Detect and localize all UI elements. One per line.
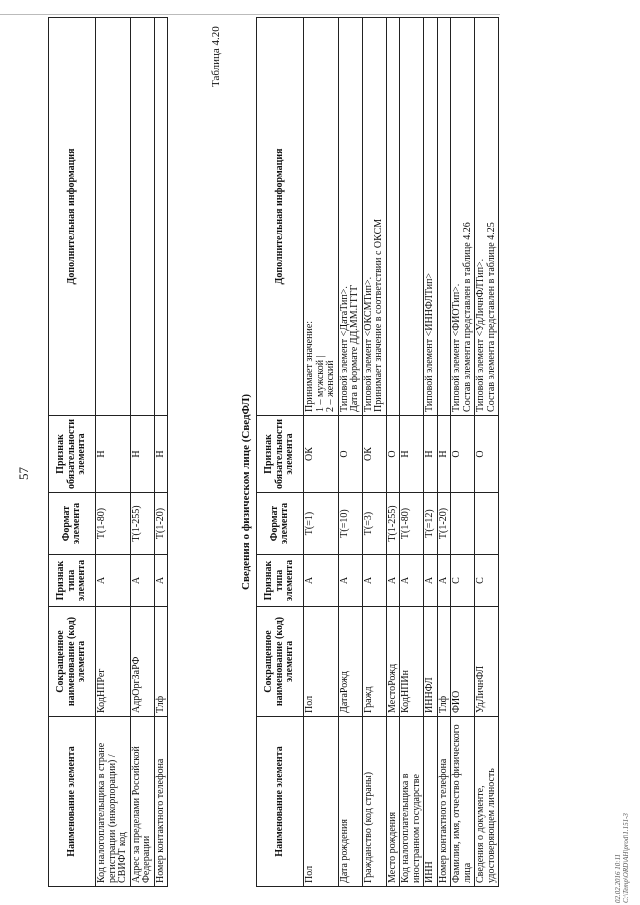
table-cell: А [130,555,154,607]
table-cell: КодНПИн [400,607,424,717]
table-row [386,18,400,887]
table-2 [256,17,499,887]
table-cell: АдрОргЗаРФ [130,607,154,717]
table-cell: Типовой элемент <ФИОТип>. Состав элемента представлен в таблице 4.26 [451,18,475,416]
column-header: Формат элемента [257,493,304,555]
column-header: Дополнительная информация [49,18,96,416]
table-row [304,18,339,887]
table-cell [154,18,168,416]
table-cell [400,18,424,416]
column-header: Наименование элемента [257,717,304,887]
table-cell: Пол [304,717,339,887]
table-cell: О [475,415,499,492]
table-cell: Т(1-20) [154,493,168,555]
table-cell: Типовой элемент <ИННФЛТип> [424,18,438,416]
stamp-line: C:\Temp\ORD\AH\prod\1.151-3 [621,813,630,903]
table-cell: Т(1-20) [437,493,451,555]
table-cell: Номер контактного телефона [437,717,451,887]
table-cell: Типовой элемент <УдЛичнФЛТип>. Состав элемента представлен в таблице 4.25 [475,18,499,416]
table-cell: Т(=12) [424,493,438,555]
table-cell [437,18,451,416]
table-cell: Т(1-80) [400,493,424,555]
column-header: Дополнительная информация [257,18,304,416]
table-caption: Таблица 4.20 [210,26,222,87]
column-header: Признак типа элемента [49,555,96,607]
table-cell: С [475,555,499,607]
table-cell: А [96,555,131,607]
table-cell: ИННФЛ [424,607,438,717]
column-header: Признак типа элемента [257,555,304,607]
table-row [96,18,131,887]
table-cell: Типовой элемент <ДатаТип>. Дата в формате ДД.ММ.ГГГГ [338,18,362,416]
table-cell: УдЛичнФЛ [475,607,499,717]
table-cell: ИНН [424,717,438,887]
table-1-header [49,18,96,887]
table-1-body [96,18,168,887]
table-cell: С [451,555,475,607]
page-number: 57 [16,467,31,480]
column-header: Признак обязательности элемента [257,415,304,492]
table-cell: ОК [304,415,339,492]
table-cell: Т(=10) [338,493,362,555]
column-header: Формат элемента [49,493,96,555]
table-row [362,18,386,887]
table-cell: Тлф [437,607,451,717]
table-cell: Гражд [362,607,386,717]
table-cell: КодНПРег [96,607,131,717]
table-cell: А [437,555,451,607]
table-cell: ДатаРожд [338,607,362,717]
table-cell: Сведения о документе, удостоверяющем личность [475,717,499,887]
table-cell: Н [400,415,424,492]
table-cell: Номер контактного телефона [154,717,168,887]
table-cell [451,493,475,555]
table-row [400,18,424,887]
table-row [451,18,475,887]
table-cell: Т(1-80) [96,493,131,555]
table-cell: Адрес за пределами Российской Федерации [130,717,154,887]
table-cell [130,18,154,416]
table-cell: А [338,555,362,607]
file-stamp [615,813,630,903]
table-row [130,18,154,887]
table-cell: Код налогоплательщика в стране регистрации (инкорпорации) / СВИФТ код [96,717,131,887]
table-cell: А [386,555,400,607]
table-1 [48,17,168,887]
table-cell: Место рождения [386,717,400,887]
table-cell: Тлф [154,607,168,717]
table-cell: ФИО [451,607,475,717]
table-row [338,18,362,887]
table-cell: Пол [304,607,339,717]
table-cell [475,493,499,555]
column-header: Наименование элемента [49,717,96,887]
table-row [154,18,168,887]
table-cell: А [424,555,438,607]
table-cell: Т(1-255) [386,493,400,555]
column-header: Признак обязательности элемента [49,415,96,492]
table-cell: Н [437,415,451,492]
table-cell: О [386,415,400,492]
table-row [475,18,499,887]
table-cell: Гражданство (код страны) [362,717,386,887]
table-cell: Н [96,415,131,492]
table-cell: Т(1-255) [130,493,154,555]
stamp-line: 02.02.2016 10:11 [614,853,622,903]
table-cell: О [338,415,362,492]
table-cell: Дата рождения [338,717,362,887]
table-cell: А [154,555,168,607]
table-row [424,18,438,887]
table-cell: Н [130,415,154,492]
table-cell: Т(=1) [304,493,339,555]
table-cell: Типовой элемент <ОКСМТип>. Принимает значение в соответствии с ОКСМ [362,18,386,416]
table-row [437,18,451,887]
table-2-header [257,18,304,887]
column-header: Сокращенное наименование (код) элемента [257,607,304,717]
table-cell: Принимает значение: 1 – мужской | 2 – женский [304,18,339,416]
column-header: Сокращенное наименование (код) элемента [49,607,96,717]
table-cell: Код налогоплательщика в иностранном государстве [400,717,424,887]
table-2-body [304,18,499,887]
table-cell: О [451,415,475,492]
table-cell: А [400,555,424,607]
table-cell: А [304,555,339,607]
table-title: Сведения о физическом лице (СведФЛ) [240,393,252,590]
table-cell [96,18,131,416]
table-cell: Н [424,415,438,492]
table-cell: Н [154,415,168,492]
table-cell [386,18,400,416]
table-cell: Т(=3) [362,493,386,555]
table-cell: А [362,555,386,607]
table-cell: МестоРожд [386,607,400,717]
table-cell: ОК [362,415,386,492]
table-cell: Фамилия, имя, отчество физического лица [451,717,475,887]
